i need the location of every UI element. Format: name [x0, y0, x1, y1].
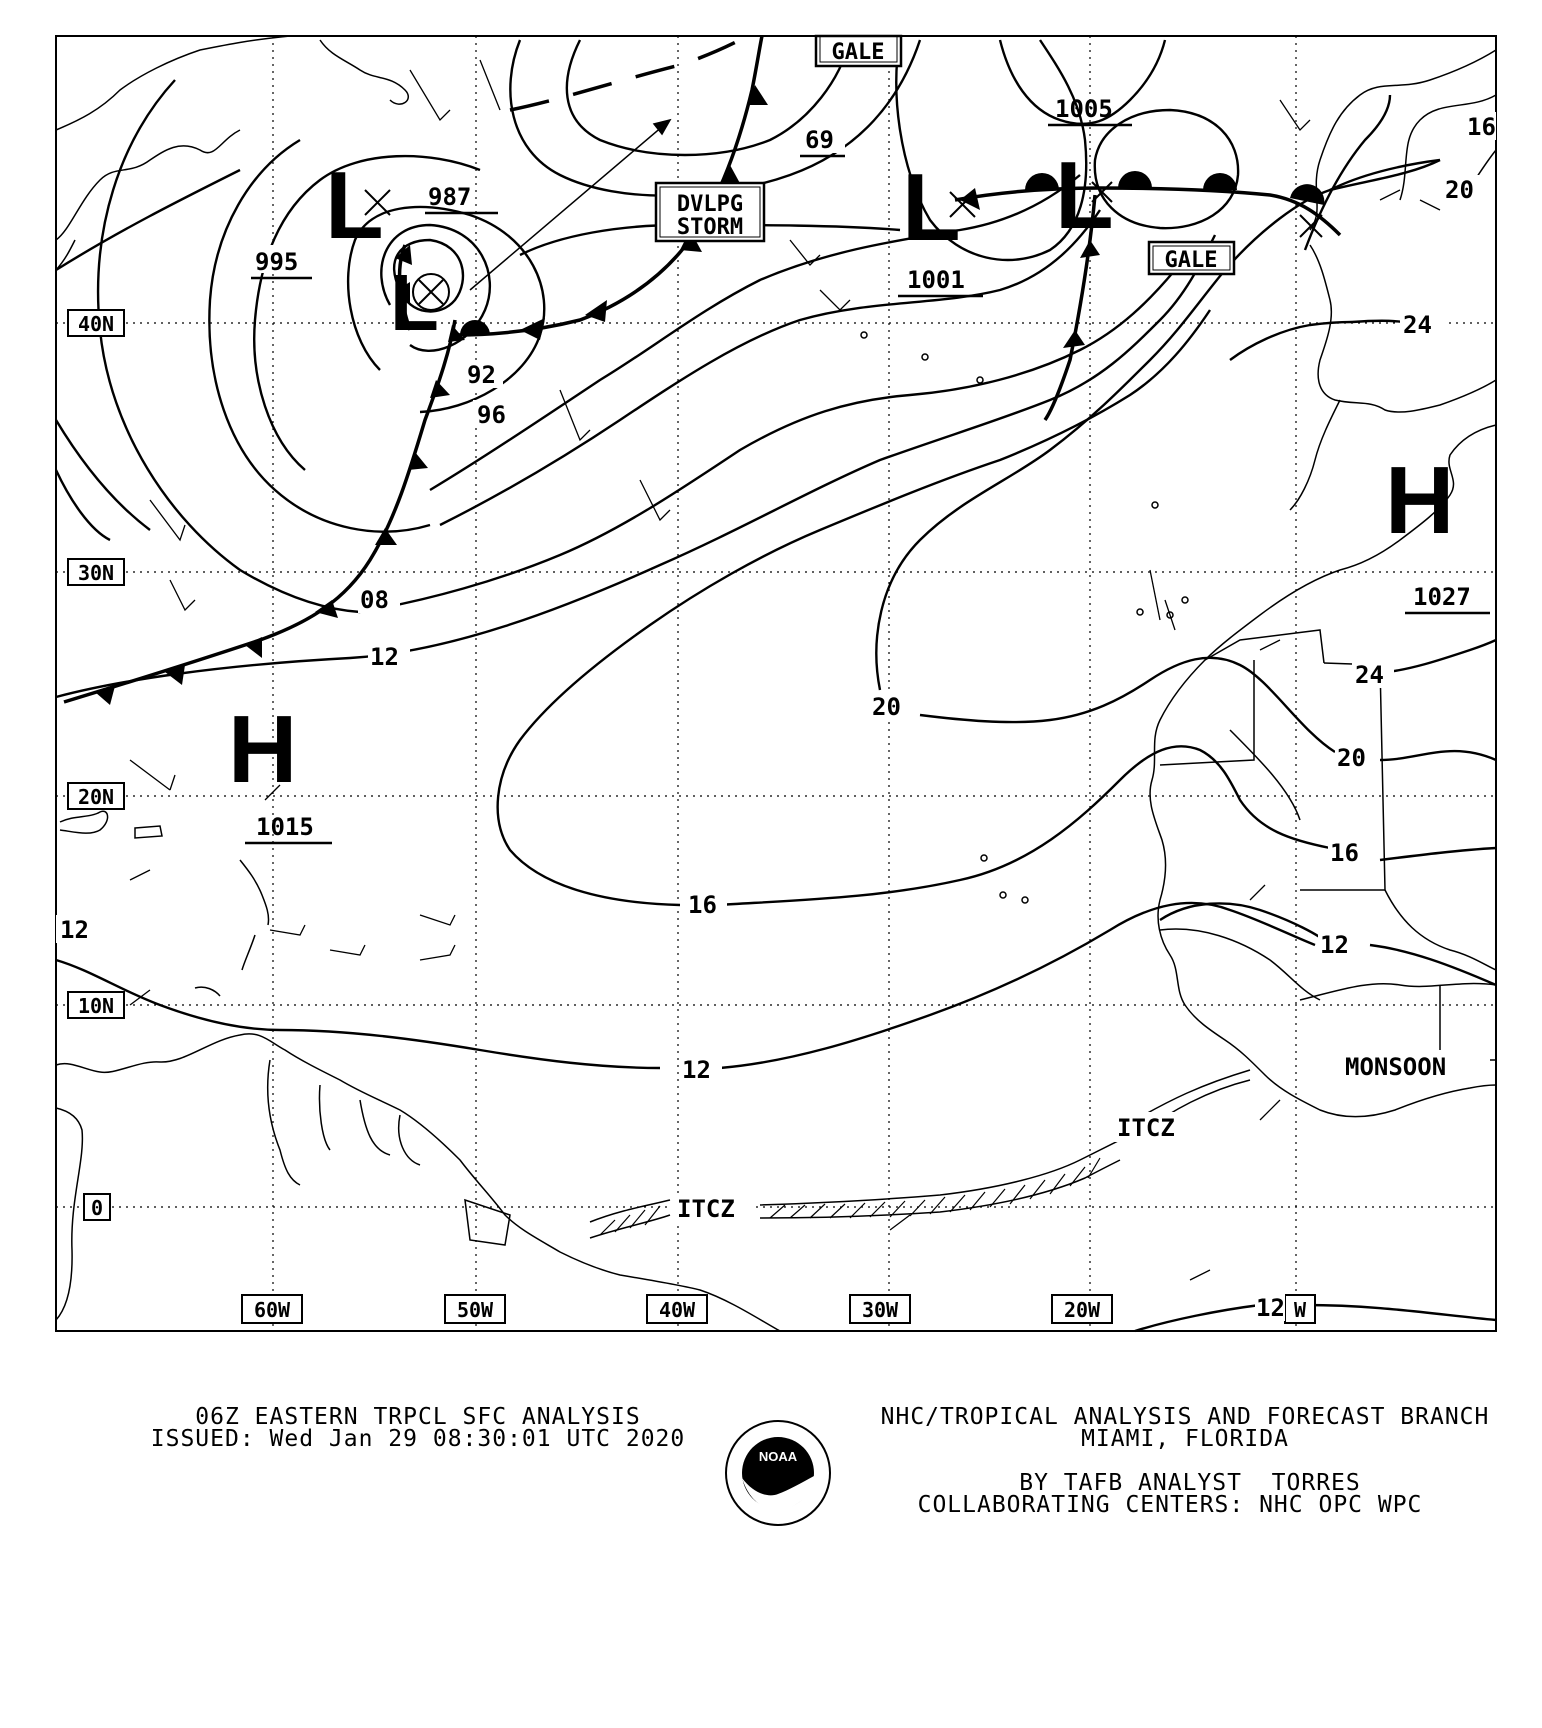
collaborating-centers: COLLABORATING CENTERS: NHC OPC WPC [917, 1492, 1423, 1518]
center-pressure-1027: 1027 [1413, 583, 1471, 611]
low-letter: L [390, 258, 439, 347]
lon-label-40w: 40W [658, 1298, 696, 1322]
lon-label-30w: 30W [861, 1298, 899, 1322]
isobar-label-16: 16 [688, 891, 717, 919]
lat-label-40n: 40N [77, 312, 115, 336]
issuing-office: NHC/TROPICAL ANALYSIS AND FORECAST BRANCH [880, 1404, 1490, 1430]
analyst-credit: BY TAFB ANALYST TORRES [1019, 1470, 1361, 1496]
developing-storm-label-line2: STORM [676, 215, 744, 240]
lat-label-10n: 10N [77, 994, 115, 1018]
isobar-label-24: 24 [1403, 311, 1432, 339]
lon-label-60w: 60W [253, 1298, 291, 1322]
isobar-label-08: 08 [360, 586, 389, 614]
center-pressure-1001: 1001 [907, 266, 965, 294]
lat-label-0: 0 [90, 1196, 104, 1220]
noaa-logo [723, 1418, 833, 1528]
isobar-label-16: 16 [1330, 839, 1359, 867]
lat-label-30n: 30N [77, 561, 115, 585]
isobar-label-92: 92 [467, 361, 496, 389]
noaa-logo-text: NOAA [758, 1449, 798, 1464]
isobar-label-16: 16 [1467, 113, 1496, 141]
isobar-label-12: 12 [682, 1056, 711, 1084]
isobar-label-20: 20 [1445, 176, 1474, 204]
isobar-label-12: 12 [60, 916, 89, 944]
center-pressure-987: 987 [428, 183, 472, 211]
isobar-label-20: 20 [872, 693, 901, 721]
developing-storm-label-line1: DVLPG [676, 192, 744, 217]
lon-label-50w: 50W [456, 1298, 494, 1322]
center-pressure-1015: 1015 [256, 813, 314, 841]
isobar-label-69: 69 [805, 126, 834, 154]
monsoon-trough-label: MONSOON [1345, 1053, 1447, 1081]
isobar-label-12: 12 [370, 643, 399, 671]
center-pressure-1005: 1005 [1055, 95, 1113, 123]
isobar-label-12: 12 [1320, 931, 1349, 959]
isobar-label-995: 995 [255, 248, 299, 276]
low-letter: L [902, 154, 961, 261]
high-letter: H [1385, 447, 1455, 554]
itcz-label: ITCZ [1117, 1114, 1175, 1142]
map-frame [56, 36, 1496, 1331]
office-location: MIAMI, FLORIDA [1081, 1426, 1289, 1452]
issued-time: ISSUED: Wed Jan 29 08:30:01 UTC 2020 [150, 1426, 686, 1452]
low-letter: L [325, 152, 384, 259]
high-letter: H [228, 696, 298, 803]
lon-label-20w: 20W [1063, 1298, 1101, 1322]
isobar-label-20: 20 [1337, 744, 1366, 772]
product-title: 06Z EASTERN TRPCL SFC ANALYSIS [195, 1404, 641, 1430]
gale-warning-label: GALE [1164, 248, 1218, 273]
itcz-label: ITCZ [677, 1195, 735, 1223]
gale-warning-label: GALE [831, 40, 885, 65]
isobar-label-24: 24 [1355, 661, 1384, 689]
isobar-label-96: 96 [477, 401, 506, 429]
isobar-label-12: 12 [1256, 1294, 1285, 1322]
lat-label-20n: 20N [77, 785, 115, 809]
low-letter: L [1055, 142, 1114, 249]
lon-label-10w-partial: W [1293, 1298, 1307, 1322]
